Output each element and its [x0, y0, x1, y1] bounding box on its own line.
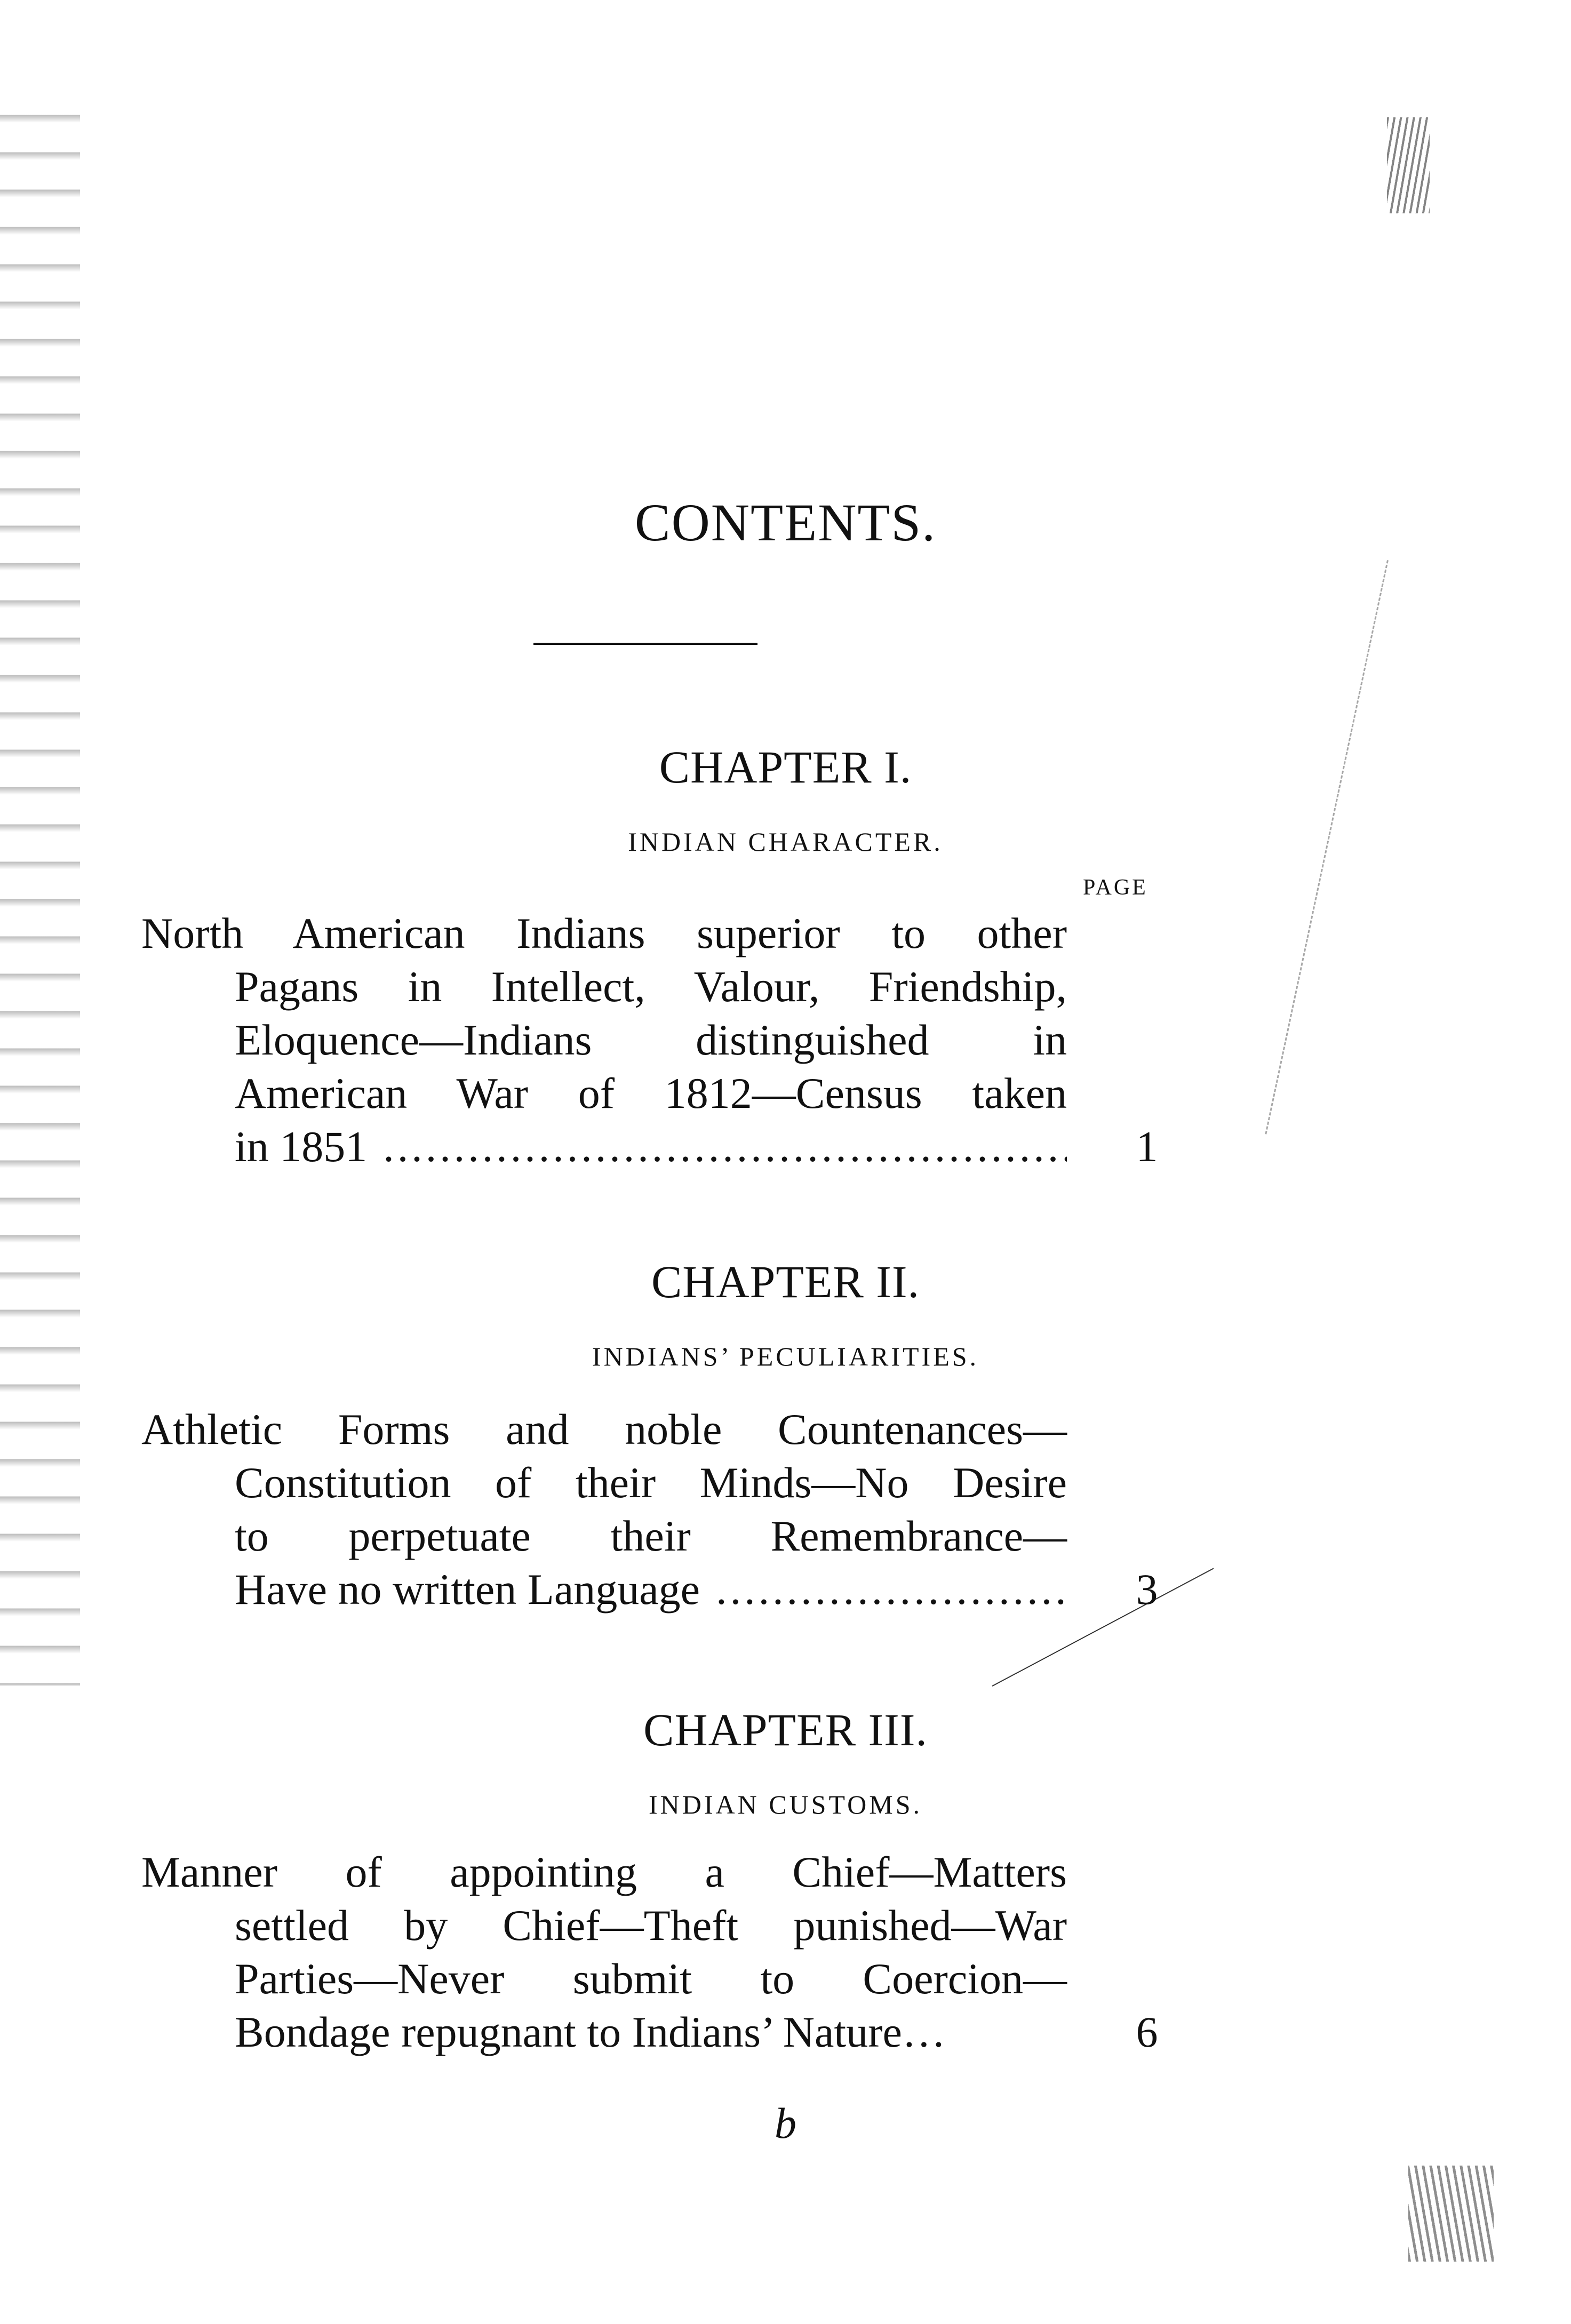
chapter-3-subtitle: INDIAN CUSTOMS.: [648, 1790, 922, 1819]
summary-line: North American Indians superior to other: [141, 909, 1067, 957]
summary-line-text: Bondage repugnant to Indians’ Nature…: [235, 2008, 946, 2056]
signature-mark: b: [775, 2099, 796, 2147]
chapter-1-heading: CHAPTER I.: [659, 741, 912, 793]
summary-line-last: [141, 1120, 1067, 1173]
chapter-2-summary: [141, 1403, 1067, 1616]
summary-line-text: in 1851: [235, 1122, 368, 1171]
page-column-label: PAGE: [1083, 875, 1148, 900]
scan-mark-top-right: [1387, 117, 1430, 213]
summary-line: Pagans in Intellect, Valour, Friendship,: [235, 962, 1067, 1011]
chapter-3-summary: [141, 1846, 1067, 2059]
summary-line: Eloquence—Indians distinguished in: [235, 1016, 1067, 1064]
summary-line: Athletic Forms and noble Countenances—: [141, 1405, 1067, 1454]
summary-line-last: [141, 2006, 1067, 2059]
chapter-2-heading: CHAPTER II.: [651, 1256, 920, 1307]
scan-mark-bottom-right: [1408, 2166, 1494, 2262]
summary-line: settled by Chief—Theft punished—War: [235, 1901, 1067, 1950]
chapter-2-page-number: 3: [1136, 1565, 1158, 1614]
chapter-3-page-number: 6: [1136, 2008, 1158, 2056]
chapter-1-summary: [141, 907, 1067, 1173]
page-title: CONTENTS.: [634, 493, 937, 552]
summary-line-last: [141, 1563, 1067, 1616]
chapter-1-subtitle: INDIAN CHARACTER.: [628, 827, 943, 857]
summary-line: Manner of appointing a Chief—Matters: [141, 1848, 1067, 1896]
chapter-2-subtitle: INDIANS’ PECULIARITIES.: [592, 1341, 979, 1371]
summary-line: Constitution of their Minds—No Desire: [235, 1458, 1067, 1507]
summary-line: American War of 1812—Census taken: [235, 1069, 1067, 1117]
chapter-1-page-number: 1: [1136, 1122, 1158, 1171]
dot-leader: [383, 1120, 1067, 1173]
scan-edge-left: [0, 85, 80, 1686]
title-rule: [533, 643, 757, 645]
summary-line: to perpetuate their Remembrance—: [235, 1512, 1067, 1560]
summary-line-text: Have no written Language: [235, 1565, 700, 1614]
summary-line: Parties—Never submit to Coercion—: [235, 1954, 1067, 2003]
dot-leader: [716, 1563, 1067, 1616]
chapter-3-heading: CHAPTER III.: [643, 1704, 928, 1755]
